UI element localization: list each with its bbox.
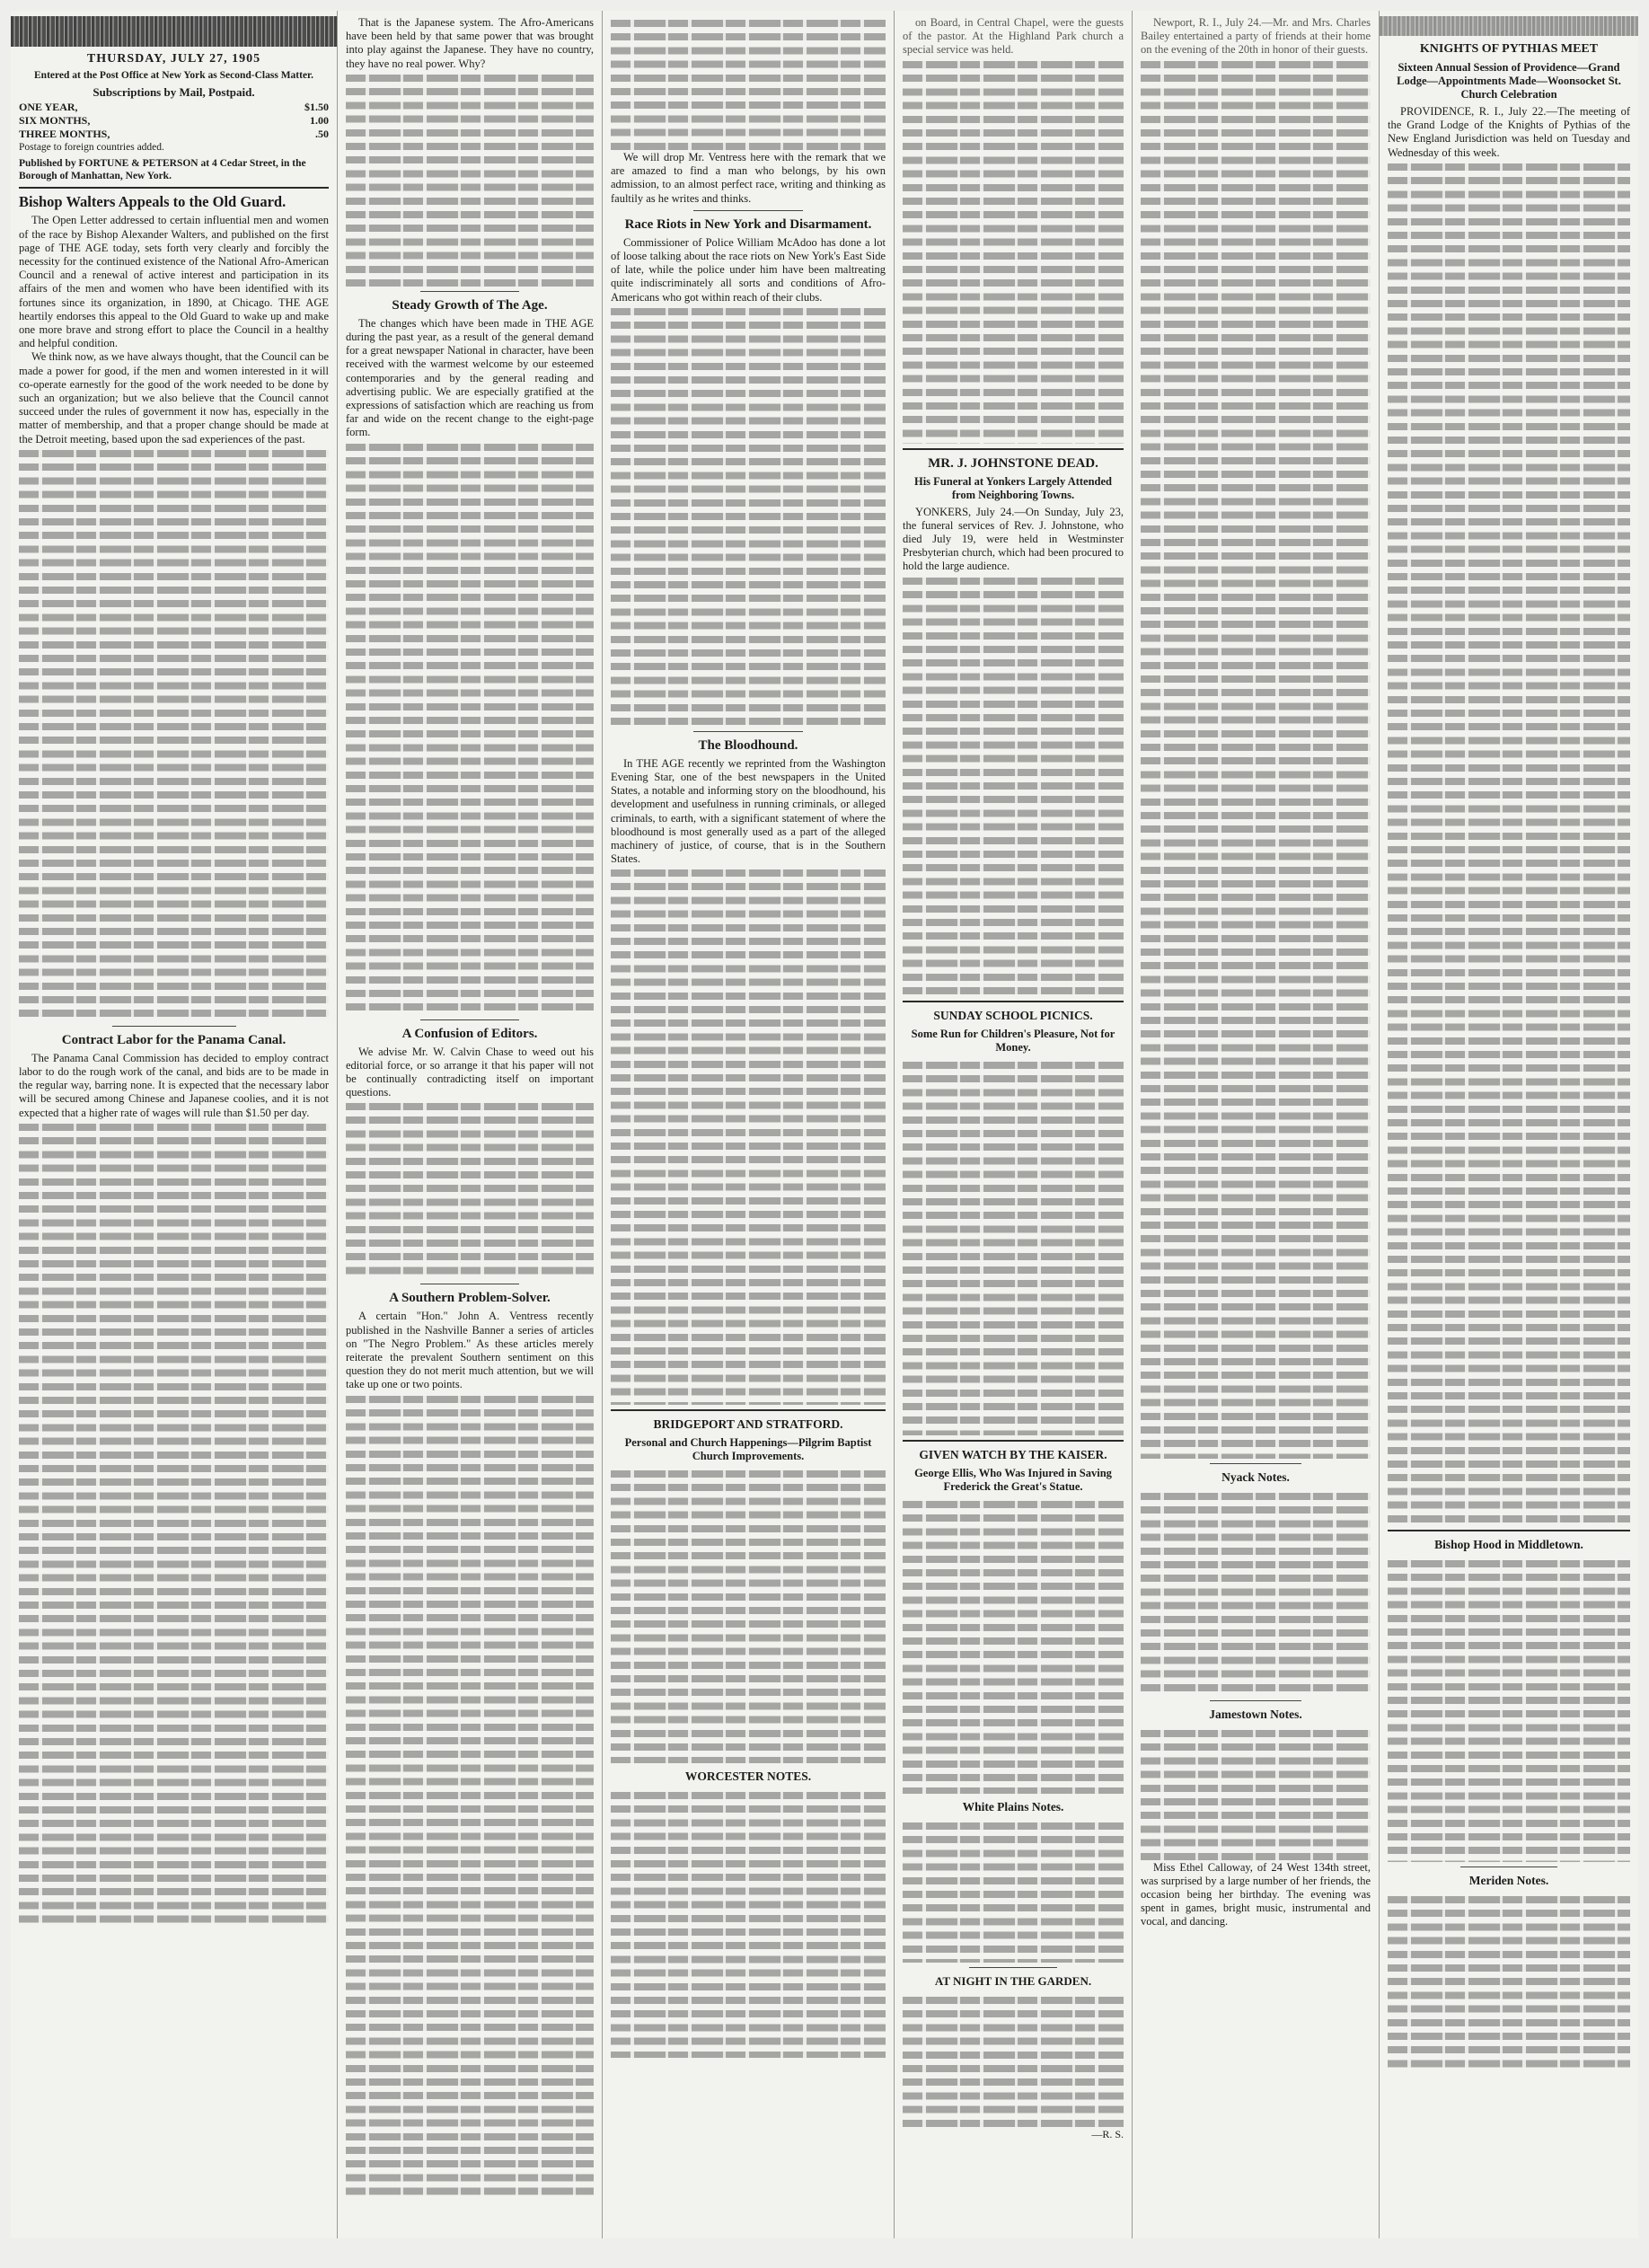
- article-paragraph: YONKERS, July 24.—On Sunday, July 23, the funeral services of Rev. J. Johnstone, who died July 19, were held in Westminster Presbyterian church, which had been procured to hold the large audience.: [903, 505, 1124, 573]
- illegible-text-block: [903, 1058, 1124, 1435]
- illegible-text-block: [903, 574, 1124, 996]
- illegible-text-block: [611, 1467, 886, 1763]
- illegible-text-block: [1141, 1726, 1371, 1861]
- article-headline: Nyack Notes.: [1221, 1469, 1290, 1484]
- article-deck: Some Run for Children's Pleasure, Not for Money.: [911, 1027, 1116, 1054]
- divider: [903, 1440, 1124, 1442]
- divider: [1388, 1530, 1630, 1531]
- article-paragraph: We think now, as we have always thought, that the Council can be made a power for good, if the men and women interested in it will co-operate earnestly for the good of the work needed to be done by such an organization; but we also believe that the Council cannot succeed under the rules of government it now has, especially in the matter of membership, and that a proper change should be made at the Detroit meeting, based upon the sad experiences of the past.: [19, 350, 329, 446]
- article-paragraph: Newport, R. I., July 24.—Mr. and Mrs. Charles Bailey entertained a party of friends at their home on the evening of the 20th in honor of their guests.: [1141, 16, 1371, 57]
- article-deck: Sixteen Annual Session of Providence—Grand Lodge—Appointments Made—Woonsocket St. Church Celebration: [1397, 61, 1621, 101]
- illegible-text-block: [611, 16, 886, 151]
- illegible-text-block: [903, 1497, 1124, 1794]
- article-paragraph: That is the Japanese system. The Afro-Americans have been held by that same power that was brought into play against the Japanese. They have no country, they have no real power. Why?: [346, 16, 594, 70]
- article-paragraph: The changes which have been made in THE AGE during the past year, as a result of the general demand for a great newspaper National in character, have been received with the warmest welcome by our esteemed contemporaries and by the general reading and advertising public. We are especially gratified at the expressions of satisfaction which are reaching us from far and wide on the recent change to the eight-page form.: [346, 316, 594, 439]
- illegible-text-block: [1141, 1489, 1371, 1696]
- publisher-note: Published by FORTUNE & PETERSON at 4 Cedar Street, in the Borough of Manhattan, New York.: [19, 158, 306, 182]
- article-paragraph: PROVIDENCE, R. I., July 22.—The meeting of the Grand Lodge of the Knights of Pythias of the New England Jurisdiction was held on Tuesday and Wednesday of this week.: [1388, 105, 1630, 159]
- illegible-text-block: [903, 57, 1124, 444]
- article-headline: White Plains Notes.: [962, 1799, 1064, 1814]
- article-headline: GIVEN WATCH BY THE KAISER.: [919, 1447, 1107, 1461]
- illegible-text-block: [611, 1788, 886, 2058]
- article-paragraph: A certain "Hon." John A. Ventress recently published in the Nashville Banner a series of articles on "The Negro Problem." As these articles merely reiterate the prevalent Southern sentiment on this question they do not merit much attention, but we will take up one or two points.: [346, 1310, 594, 1391]
- divider: [693, 731, 803, 732]
- illegible-text-block: [611, 304, 886, 727]
- article-headline: SUNDAY SCHOOL PICNICS.: [933, 1008, 1093, 1022]
- article-headline: BRIDGEPORT AND STRATFORD.: [653, 1417, 843, 1432]
- poem-signature: —R. S.: [1091, 2127, 1124, 2140]
- article-headline: Bishop Walters Appeals to the Old Guard.: [19, 193, 287, 211]
- article-headline: KNIGHTS OF PYTHIAS MEET: [1419, 42, 1599, 56]
- article-paragraph: The Open Letter addressed to certain influential men and women of the race by Bishop Alexander Walters, and published on the first page of THE AGE today, sets forth very clearly and forcibly the necessity for the continued existence of the National Afro-American Council and a renewal of active interest and participation in its affairs of the men and women who have been identified with its fortunes since its organization, in 1890, at Chicago. THE AGE heartily endorses this appeal to the Old Guard to wake up and make one more brave and strong effort to place the Council in a healthy and helpful condition.: [19, 214, 329, 350]
- illegible-text-block: [903, 1993, 1124, 2128]
- divider: [693, 210, 803, 211]
- poem-title: AT NIGHT IN THE GARDEN.: [934, 1973, 1092, 1988]
- illegible-text-block: [19, 1120, 329, 1928]
- postage-note: Postage to foreign countries added.: [19, 142, 164, 154]
- rate-term: ONE YEAR,: [19, 101, 78, 114]
- illegible-text-block: [346, 1392, 594, 2201]
- divider: [611, 1409, 886, 1411]
- article-paragraph: We will drop Mr. Ventress here with the remark that we are amazed to find a man who belongs, by his own admission, to an almost perfect race, writing and thinking as faultily as he writes and thinks.: [611, 151, 886, 205]
- article-headline: MR. J. JOHNSTONE DEAD.: [928, 455, 1098, 471]
- rate-row: [19, 114, 329, 128]
- article-headline: Contract Labor for the Panama Canal.: [61, 1032, 287, 1047]
- column-3: [603, 11, 895, 2238]
- illegible-text-block: [903, 1819, 1124, 1963]
- divider: [903, 1001, 1124, 1002]
- column-4: [895, 11, 1133, 2238]
- illegible-text-block: [346, 440, 594, 1015]
- article-paragraph: Miss Ethel Calloway, of 24 West 134th street, was surprised by a large number of her friends, the occasion being her birthday. The evening was spent in games, bright music, instrumental and vocal, and dancing.: [1141, 1860, 1371, 1928]
- divider: [1460, 1866, 1557, 1867]
- article-headline: A Confusion of Editors.: [401, 1026, 538, 1041]
- article-deck: Personal and Church Happenings—Pilgrim Baptist Church Improvements.: [624, 1436, 872, 1463]
- article-headline: Bishop Hood in Middletown.: [1434, 1537, 1583, 1551]
- date-line: THURSDAY, JULY 27, 1905: [86, 52, 261, 66]
- article-headline: WORCESTER NOTES.: [684, 1769, 812, 1784]
- divider: [903, 448, 1124, 450]
- article-paragraph: In THE AGE recently we reprinted from the Washington Evening Star, one of the best newspapers in the United States, a notable and informing story on the bloodhound, his development and usefulness in running criminals, or alleged criminals, to earth, with a significant statement of where the bloodhound is most generally used as a part of the alleged machinery of justice, of course, that is in the Southern States.: [611, 756, 886, 866]
- divider: [420, 291, 519, 292]
- newspaper-page: [11, 11, 1638, 2238]
- article-headline: Race Riots in New York and Disarmament.: [624, 216, 872, 232]
- divider: [112, 1026, 236, 1027]
- rate-price: $1.50: [304, 101, 329, 114]
- article-deck: George Ellis, Who Was Injured in Saving Frederick the Great's Statue.: [914, 1466, 1112, 1493]
- masthead-banner: [1380, 16, 1638, 36]
- illegible-text-block: [346, 71, 594, 287]
- rate-term: THREE MONTHS,: [19, 128, 110, 141]
- article-paragraph: The Panama Canal Commission has decided to employ contract labor to do the rough work of the canal, and bids are to be made in the regular way, barring none. It is expected that the necessary labor will be secured among Chinese and Japanese coolies, and it is not expected that a higher rate of wages will rule than $1.50 per day.: [19, 1051, 329, 1119]
- rate-term: SIX MONTHS,: [19, 114, 91, 128]
- divider: [1210, 1463, 1301, 1464]
- illegible-text-block: [611, 866, 886, 1405]
- illegible-text-block: [19, 446, 329, 1021]
- article-paragraph: on Board, in Central Chapel, were the guests of the pastor. At the Highland Park church a special service was held.: [903, 16, 1124, 57]
- article-headline: The Bloodhound.: [698, 737, 798, 753]
- article-deck: His Funeral at Yonkers Largely Attended from Neighboring Towns.: [913, 474, 1113, 501]
- article-paragraph: We advise Mr. W. Calvin Chase to weed out his editorial force, or so arrange it that his paper will not be continually contradicting itself on important questions.: [346, 1045, 594, 1099]
- rate-row: [19, 101, 329, 114]
- divider: [1210, 1700, 1301, 1701]
- article-headline: Jamestown Notes.: [1209, 1707, 1302, 1721]
- rate-price: 1.00: [310, 114, 329, 128]
- article-headline: Meriden Notes.: [1468, 1873, 1549, 1887]
- entry-note: Entered at the Post Office at New York as Second-Class Matter.: [34, 70, 313, 82]
- illegible-text-block: [1141, 57, 1371, 1459]
- illegible-text-block: [1388, 1893, 1630, 2072]
- subscriptions-heading: Subscriptions by Mail, Postpaid.: [93, 85, 255, 100]
- article-paragraph: Commissioner of Police William McAdoo has done a lot of loose talking about the race riots on New York's East Side of late, while the police under him have been maltreating quite indiscriminately all sorts and conditions of Afro-Americans who got within reach of their clubs.: [611, 235, 886, 304]
- illegible-text-block: [1388, 1557, 1630, 1862]
- column-1: [11, 11, 338, 2238]
- article-headline: Steady Growth of The Age.: [392, 297, 548, 313]
- rate-row: [19, 128, 329, 141]
- divider: [19, 187, 329, 189]
- masthead-banner: [11, 16, 337, 47]
- illegible-text-block: [346, 1099, 594, 1279]
- divider: [969, 1967, 1057, 1968]
- column-2: [338, 11, 603, 2238]
- rate-price: .50: [315, 128, 329, 141]
- divider: [420, 1019, 519, 1020]
- column-6: [1380, 11, 1638, 2238]
- article-headline: A Southern Problem-Solver.: [389, 1291, 551, 1306]
- illegible-text-block: [1388, 160, 1630, 1525]
- column-5: [1133, 11, 1380, 2238]
